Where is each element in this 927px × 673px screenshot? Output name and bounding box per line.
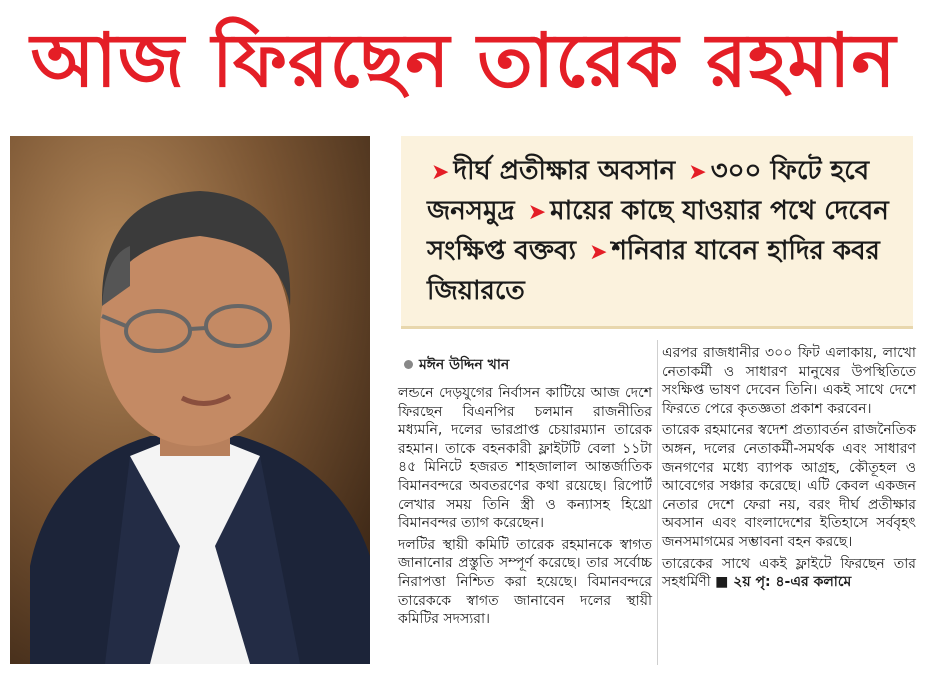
highlights-text — [427, 152, 897, 310]
byline — [404, 353, 509, 377]
highlight-item: শনিবার যাবেন হাদির কবর জিয়ারতে — [427, 236, 880, 306]
arrow-right-icon: ➤ — [589, 240, 608, 265]
arrow-right-icon: ➤ — [527, 200, 547, 225]
arrow-right-icon: ➤ — [688, 160, 707, 185]
highlight-item: ৩০০ ফিটে হবে জনসমুদ্র — [427, 156, 870, 226]
headline: আজ ফিরছেন তারেক রহমান — [30, 18, 897, 104]
highlights-box — [401, 136, 913, 329]
portrait-illustration — [10, 136, 370, 664]
article-paragraph — [662, 555, 916, 592]
bullet-icon — [404, 360, 413, 369]
highlight-item: দীর্ঘ প্রতীক্ষার অবসান — [453, 156, 676, 186]
arrow-right-icon: ➤ — [431, 160, 450, 185]
article-paragraph: লন্ডনে দেড়যুগের নির্বাসন কাটিয়ে আজ দেশে ফিরছেন বিএনপির চলমান রাজনীতির মধ্যমনি, দলের ভারপ্রাপ্ত চেয়ারম্যান তারেক রহমান। তাকে বহনকারী ফ্লাইটটি বেলা ১১টা ৪৫ মিনিটে হজরত শাহজালাল আন্তর্জাতিক বিমানবন্দরে অবতরণের কথা রয়েছে। রিপোর্ট লেখার সময় তিনি স্ত্রী ও কন্যাসহ হিথ্রো বিমানবন্দর ত্যাগ করেছেন। — [398, 385, 652, 532]
article-paragraph: দলটির স্থায়ী কমিটি তারেক রহমানকে স্বাগত জানানোর প্রস্তুতি সম্পূর্ণ করেছে। তার সর্বোচ্চ নিরাপত্তা নিশ্চিত করা হয়েছে। বিমানবন্দরে তারেককে স্বাগত জানাবেন দলের স্থায়ী কমিটির সদস্যরা। — [398, 536, 652, 628]
column-divider — [657, 340, 658, 665]
portrait-photo — [10, 136, 370, 664]
article-paragraph: এরপর রাজধানীর ৩০০ ফিট এলাকায়, লাখো নেতাকর্মী ও সাধারণ মানুষের উপস্থিতিতে সংক্ষিপ্ত ভাষণ দেবেন তিনি। একই সাথে দেশে ফিরতে পেরে কৃতজ্ঞতা প্রকাশ করবেন। — [662, 345, 916, 417]
article-paragraph: তারেক রহমানের স্বদেশ প্রত্যাবর্তন রাজনৈতিক অঙ্গন, দলের নেতাকর্মী-সমর্থক এবং সাধারণ জনগণের মধ্যে ব্যাপক আগ্রহ, কৌতূহল ও আবেগের সঞ্চার করেছে। এটি কেবল একজন নেতার দেশে ফেরা নয়, বরং দীর্ঘ প্রতীক্ষার অবসান এবং বাংলাদেশের ইতিহাসে সর্ববৃহৎ জনসমাগমের সম্ভাবনা বহন করছে। — [662, 422, 916, 550]
article-text: তারেকের সাথে একই ফ্লাইটে ফিরছেন তার সহধর্মিণী — [662, 555, 916, 591]
article-column-1 — [398, 384, 652, 632]
continued-link[interactable]: ■ ২য় পৃ: ৪-এর কলামে — [715, 574, 852, 591]
article-column-2 — [662, 344, 916, 595]
byline-name: মঈন উদ্দিন খান — [419, 357, 510, 373]
highlight-item: মায়ের কাছে যাওয়ার পথে দেবেন সংক্ষিপ্ত বক্তব্য — [427, 196, 889, 266]
